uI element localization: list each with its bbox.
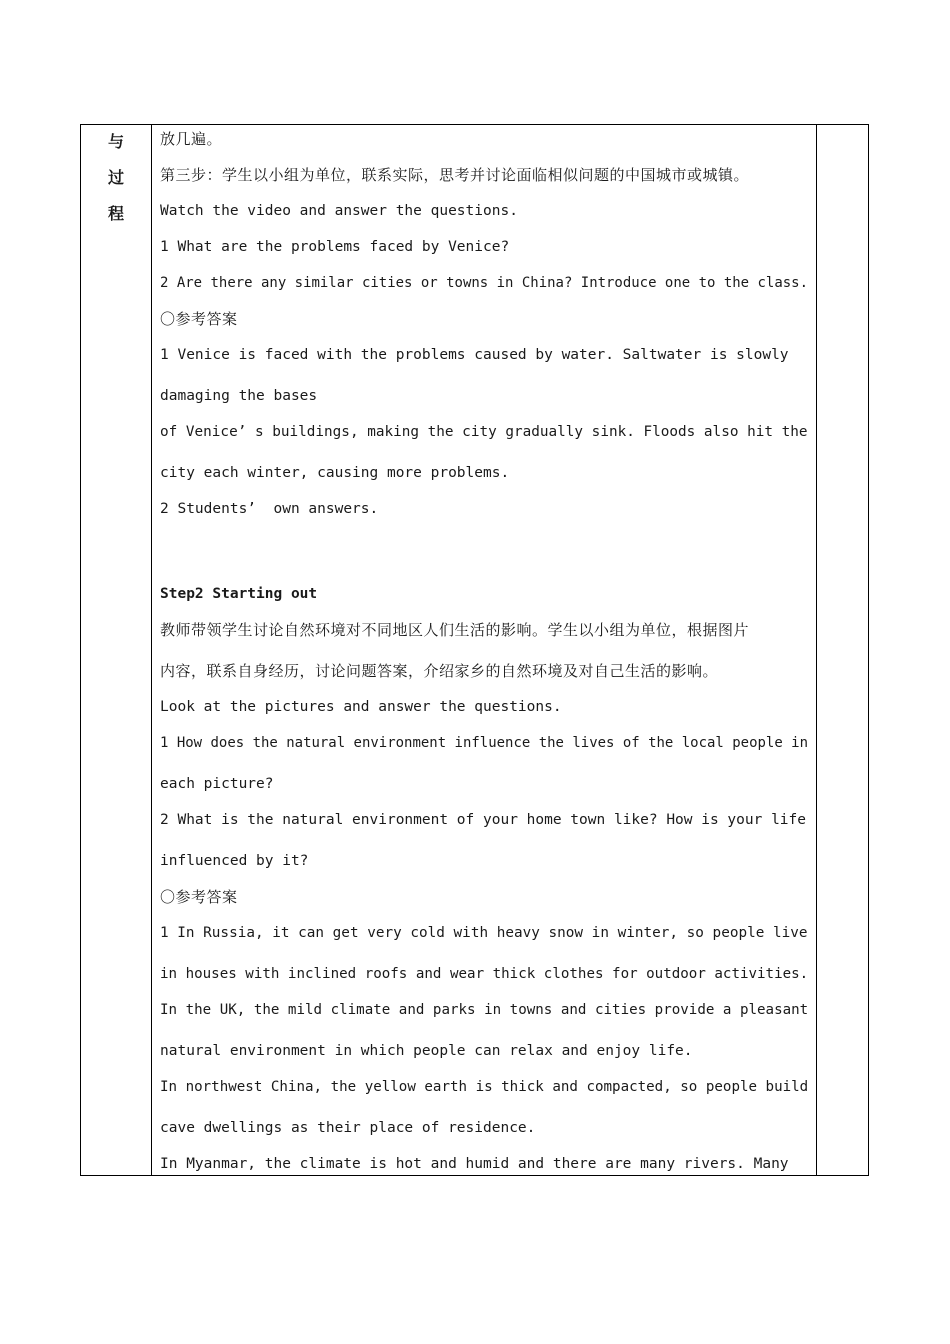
side-label-char: 过 [107,168,124,187]
side-label-char: 与 [107,132,124,151]
answer-heading: 〇参考答案 [160,888,238,906]
text-line: damaging the bases [160,388,318,404]
text-line: 2 Students’ own answers. [160,501,379,517]
text-line: in houses with inclined roofs and wear thick clothes for outdoor activities. [160,966,809,982]
answer-heading: 〇参考答案 [160,310,238,328]
text-line: 1 What are the problems faced by Venice? [160,239,510,255]
step-heading: Step2 Starting out [160,586,318,602]
text-line: city each winter, causing more problems. [160,465,510,481]
text-line: 放几遍。 [160,130,223,148]
lesson-table [80,124,869,1176]
column-divider [151,125,152,1175]
text-line: 1 Venice is faced with the problems caused by water. Saltwater is slowly [160,347,789,363]
text-line: In the UK, the mild climate and parks in towns and cities provide a pleasant [160,1002,809,1018]
text-line: 1 In Russia, it can get very cold with heavy snow in winter, so people live [160,925,808,941]
text-line: of Venice’ s buildings, making the city gradually sink. Floods also hit the [160,424,808,440]
text-line: 2 Are there any similar cities or towns in China? Introduce one to the class. [160,275,809,291]
text-line: natural environment in which people can relax and enjoy life. [160,1043,693,1059]
text-line: 第三步：学生以小组为单位，联系实际，思考并讨论面临相似问题的中国城市或城镇。 [160,166,750,184]
text-line: In northwest China, the yellow earth is thick and compacted, so people build [160,1079,809,1095]
text-line: 内容，联系自身经历，讨论问题答案，介绍家乡的自然环境及对自己生活的影响。 [160,662,719,680]
column-divider [816,125,817,1175]
text-line: 教师带领学生讨论自然环境对不同地区人们生活的影响。学生以小组为单位，根据图片 [160,621,750,639]
text-line: Look at the pictures and answer the questions. [160,699,562,715]
text-line: In Myanmar, the climate is hot and humid and there are many rivers. Many [160,1156,789,1172]
side-label-char: 程 [107,204,124,223]
text-line: influenced by it? [160,853,309,869]
text-line: Watch the video and answer the questions. [160,203,518,219]
text-line: 2 What is the natural environment of your home town like? How is your life [160,812,807,828]
text-line: cave dwellings as their place of residence. [160,1120,536,1136]
text-line: each picture? [160,776,274,792]
text-line: 1 How does the natural environment influence the lives of the local people in [160,735,809,751]
